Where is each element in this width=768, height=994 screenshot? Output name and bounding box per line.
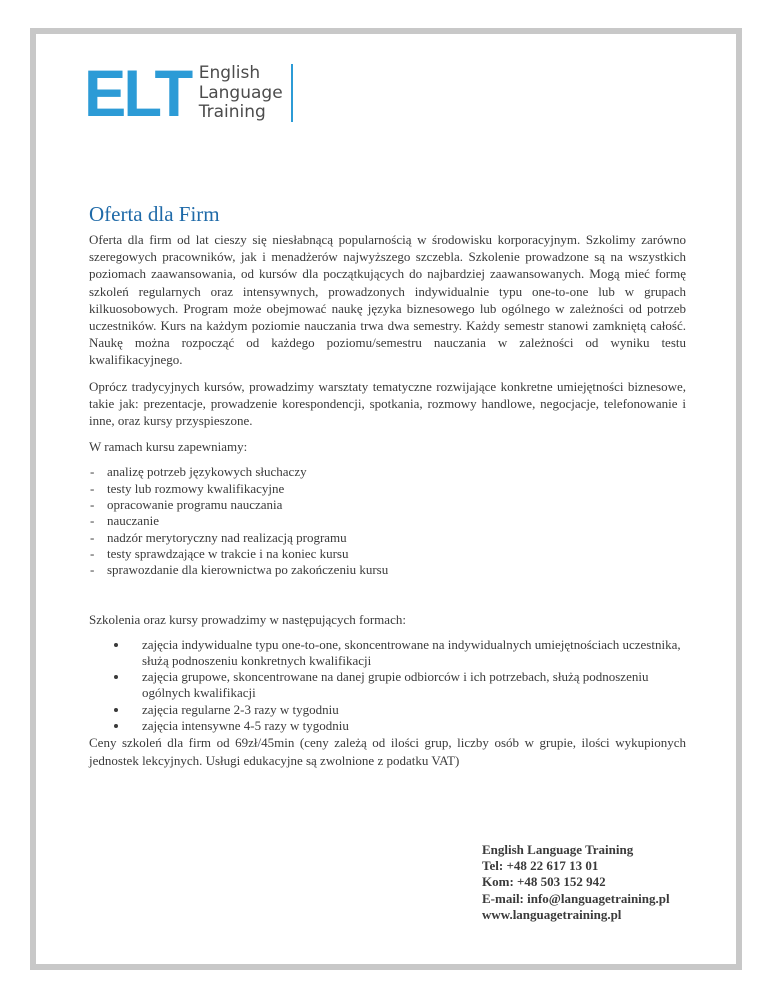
list-item: - opracowanie programu nauczania bbox=[89, 497, 686, 513]
workshops-paragraph: Oprócz tradycyjnych kursów, prowadzimy warsztaty tematyczne rozwijające konkretne umiejętności biznesowe, takie jak: prezentacje, prowadzenie korespondencji, spotkania, rozmowy handlowe, negocjacje, telefonowanie i inne, oraz kursy przyspieszone. bbox=[89, 378, 686, 429]
list-item: - testy sprawdzające w trakcie i na koniec kursu bbox=[89, 546, 686, 562]
provide-list bbox=[89, 464, 686, 578]
list-item: - sprawozdanie dla kierownictwa po zakończeniu kursu bbox=[89, 562, 686, 578]
contact-website: www.languagetraining.pl bbox=[482, 906, 622, 922]
logo-wordmark bbox=[199, 64, 293, 122]
logo-word-english: English bbox=[198, 63, 261, 83]
intro-paragraph: Oferta dla firm od lat cieszy się niesłabnącą popularnością w środowisku korporacyjnym. Szkolimy zarówno szeregowych pracowników, jak i menadżerów najwyższego szczebla. Szkolenie prowadzone są na wszystkich poziomach zaawansowania, od kursów dla początkujących do najbardziej zaawansowanych. Mogą mieć formę szkoleń regularnych oraz intensywnych, prowadzonych indywidualnie typu one-to-one lub w grupach kilkuosobowych. Program może obejmować naukę języka biznesowego lub ogólnego w zależności od potrzeb uczestników. Kurs na każdym poziomie nauczania trwa dwa semestry. Każdy semestr stanowi zamkniętą całość. Naukę można rozpocząć od każdego poziomu/semestru nauczania w zależności od wyniku testu kwalifikacyjnego. bbox=[89, 232, 686, 368]
page-title: Oferta dla Firm bbox=[89, 202, 220, 226]
pricing-note: Ceny szkoleń dla firm od 69zł/45min (ceny zależą od ilości grup, liczby osób w grupie, ilości wykupionych jednostek lekcyjnych. Usługi edukacyjne są zwolnione z podatku VAT) bbox=[89, 734, 686, 768]
list-item: zajęcia intensywne 4-5 razy w tygodniu bbox=[89, 718, 686, 734]
document-page bbox=[30, 28, 742, 970]
contact-mobile: Kom: +48 503 152 942 bbox=[482, 874, 606, 890]
provide-intro: W ramach kursu zapewniamy: bbox=[89, 439, 248, 455]
contact-phone: Tel: +48 22 617 13 01 bbox=[482, 858, 599, 874]
logo-word-language: Language bbox=[198, 82, 283, 103]
list-item: zajęcia grupowe, skoncentrowane na danej grupie odbiorców i ich potrzebach, służą podnoszeniu ogólnych kwalifikacji bbox=[89, 669, 686, 701]
forms-list bbox=[89, 637, 686, 734]
list-item: - nauczanie bbox=[89, 513, 686, 529]
logo-word-training: Training bbox=[198, 102, 266, 122]
contact-company: English Language Training bbox=[482, 842, 634, 857]
list-item: - nadzór merytoryczny nad realizacją programu bbox=[89, 530, 686, 546]
list-item: zajęcia regularne 2-3 razy w tygodniu bbox=[89, 702, 686, 718]
elt-logo bbox=[84, 56, 293, 130]
list-item: - testy lub rozmowy kwalifikacyjne bbox=[89, 481, 686, 497]
contact-block bbox=[482, 842, 670, 923]
list-item: zajęcia indywidualne typu one-to-one, skoncentrowane na indywidualnych umiejętnościach uczestnika, służą podnoszeniu konkretnych kwalifikacji bbox=[89, 637, 686, 669]
logo-mark: ELT bbox=[84, 56, 191, 130]
contact-email: E-mail: info@languagetraining.pl bbox=[482, 890, 670, 906]
forms-intro: Szkolenia oraz kursy prowadzimy w następujących formach: bbox=[89, 611, 406, 627]
list-item: - analizę potrzeb językowych słuchaczy bbox=[89, 464, 686, 480]
main-content bbox=[89, 231, 686, 770]
